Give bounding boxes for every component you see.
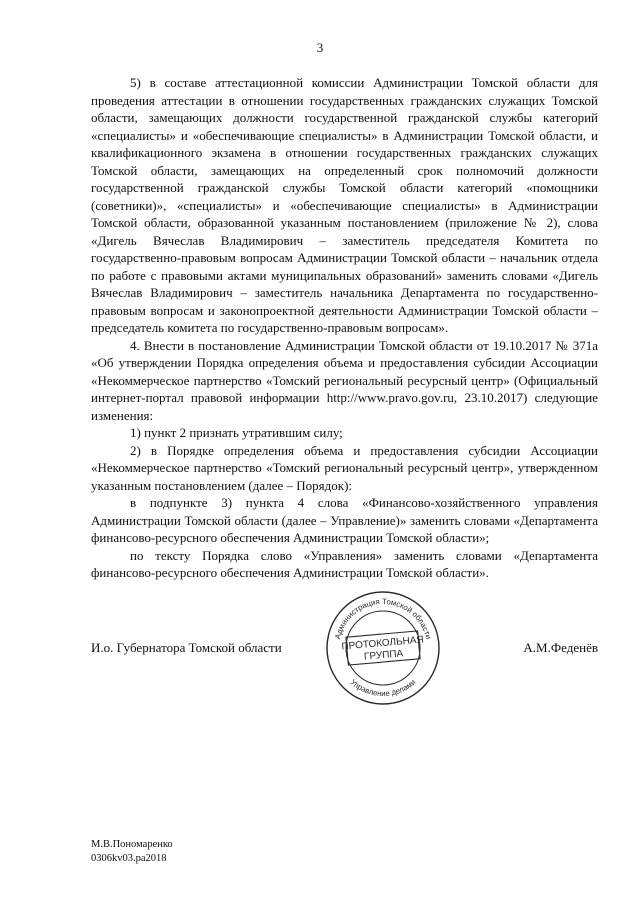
- stamp-ring-bottom-text: Управление делами: [348, 677, 418, 699]
- page-number: 3: [316, 40, 324, 55]
- body-text: [91, 74, 598, 582]
- paragraph-item-1: 1) пункт 2 признать утратившим силу;: [130, 425, 343, 440]
- paragraph-text-replace: по тексту Порядка слово «Управления» заменить словами «Департамента финансово-ресурсного обеспечения Администрации Томской области».: [91, 547, 598, 580]
- official-stamp: [325, 590, 441, 706]
- stamp-graphic: [325, 590, 441, 706]
- paragraph-5-commission: 5) в составе аттестационной комиссии Администрации Томской области для проведения аттестации в отношении государственных гражданских служащих Томской области, замещающих должности государственной гражданской службы категорий «специалисты» и «обеспечивающие специалисты» в Администрации Томской области, и квалификационного экзамена в отношении государственных гражданских служащих Томской области, замещающих на определенный срок полномочий должности государственной гражданской службы Томской области категорий «помощники (советники)», «специалисты» и «обеспечивающие специалисты» в Администрации Томской области, образованной указанным постановлением (приложение № 2), слова «Дигель Вячеслав Владимирович – заместитель председателя Комитета по государственно-правовым вопросам Администрации Томской области – начальник отдела по работе с правовыми актами муниципальных образований» заменить словами «Дигель Вячеслав Владимирович – заместитель начальника Департамента по государственно-правовым вопросам и законопроектной деятельности Администрации Томской области – председатель комитета по государственно-правовым вопросам».: [91, 75, 598, 335]
- executor-name: М.В.Пономаренко: [91, 839, 173, 850]
- paragraph-4-amendment: 4. Внести в постановление Администрации Томской области от 19.10.2017 № 371а «Об утверждении Порядка определения объема и предоставления субсидии Ассоциации «Некоммерческое партнерство «Томский региональный ресурсный центр» (Официальный интернет-портал правовой информации http://www.pravo.gov.ru, 23.10.2017) следующие изменения:: [91, 337, 598, 423]
- executor-footer: [91, 838, 173, 866]
- paragraph-subitem-3: в подпункте 3) пункта 4 слова «Финансово-хозяйственного управления Администрации Томской области (далее – Управление)» заменить словами «Департамента финансово-ресурсного обеспечения Администрации Томской области»;: [91, 495, 598, 545]
- stamp-ring-top-text: Администрация Томской области: [332, 596, 434, 641]
- document-code: 0306kv03.pa2018: [91, 853, 167, 864]
- paragraph-item-2: 2) в Порядке определения объема и предоставления субсидии Ассоциации «Некоммерческое партнерство «Томский региональный ресурсный центр», утвержденном указанным постановлением (далее – Порядок):: [91, 442, 598, 493]
- signatory-position: И.о. Губернатора Томской области: [91, 640, 282, 655]
- signatory-name: А.М.Феденёв: [523, 640, 598, 655]
- stamp-center-line2: ГРУППА: [363, 648, 404, 663]
- stamp-center-line1: ПРОТОКОЛЬНАЯ: [341, 634, 425, 653]
